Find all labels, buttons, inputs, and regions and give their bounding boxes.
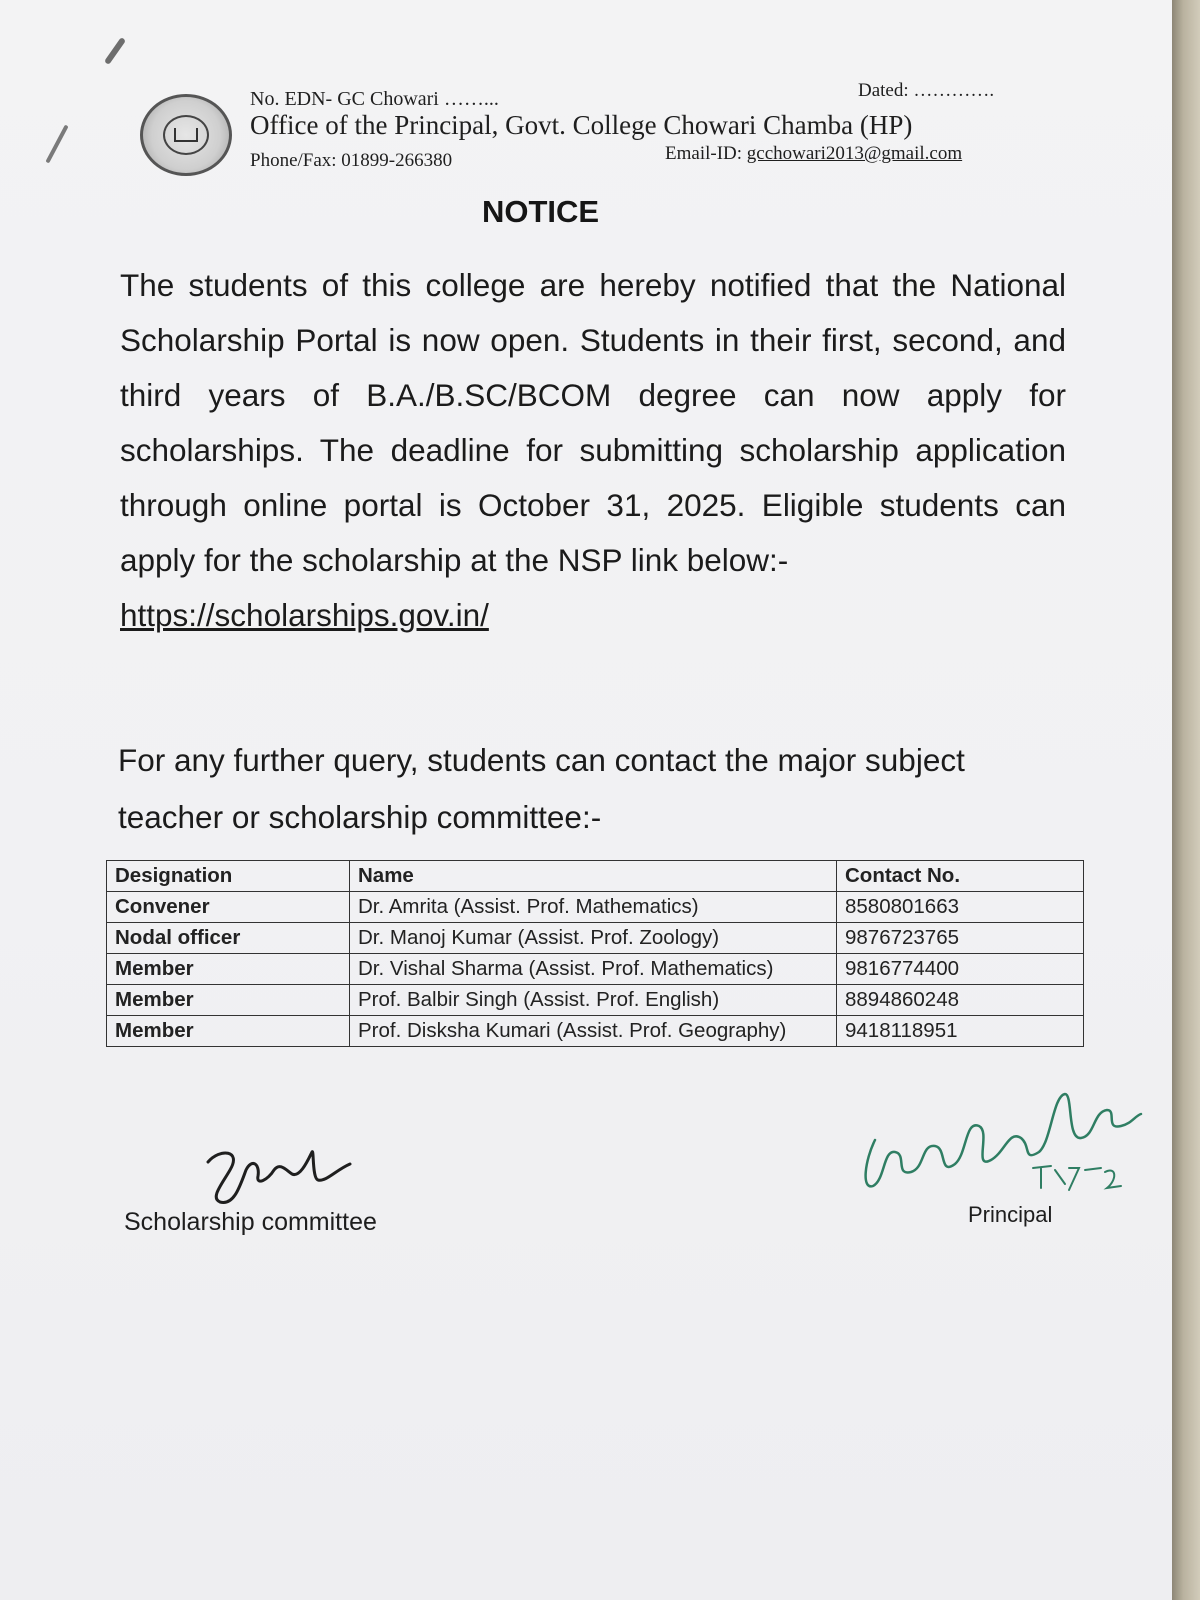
table-row (107, 954, 1084, 985)
table-row (107, 923, 1084, 954)
principal-label: Principal (968, 1202, 1053, 1227)
header-contact: Contact No. (837, 861, 1084, 892)
committee-table (106, 860, 1084, 1047)
row-designation: Convener (107, 892, 350, 923)
row-contact: 9418118951 (837, 1016, 1084, 1047)
notice-body-text: The students of this college are hereby notified that the National Scholarship Portal is now open. Students in their first, second, and third years of B.A./B.SC/BCOM degree can now apply for scholarships. The deadline for submitting scholarship application through online portal is October 31, 2025. Eligible students can apply for the scholarship at the NSP link below:- (120, 267, 1066, 578)
email-line (665, 143, 962, 165)
seal-emblem-icon (163, 115, 209, 155)
table-row (107, 985, 1084, 1016)
committee-label: Scholarship committee (124, 1208, 377, 1236)
desk-edge (1172, 0, 1200, 1600)
row-contact: 9876723765 (837, 923, 1084, 954)
nsp-link[interactable]: https://scholarships.gov.in/ (120, 597, 489, 633)
row-name: Prof. Disksha Kumari (Assist. Prof. Geography) (350, 1016, 837, 1047)
page-title: NOTICE (482, 194, 600, 229)
row-designation: Member (107, 985, 350, 1016)
pencil-mark-icon (45, 125, 68, 164)
reference-number: No. EDN- GC Chowari ……... (250, 88, 499, 110)
email-label: Email-ID: (665, 143, 743, 164)
table-row (107, 892, 1084, 923)
row-designation: Member (107, 954, 350, 985)
row-designation: Nodal officer (107, 923, 350, 954)
book-icon (174, 128, 198, 142)
notice-body (120, 258, 1066, 643)
college-seal-logo (140, 94, 232, 176)
header-designation: Designation (107, 861, 350, 892)
office-title: Office of the Principal, Govt. College Chowari Chamba (HP) (250, 110, 913, 140)
row-contact: 9816774400 (837, 954, 1084, 985)
email-address[interactable]: gcchowari2013@gmail.com (746, 143, 963, 164)
row-name: Dr. Manoj Kumar (Assist. Prof. Zoology) (350, 923, 837, 954)
row-name: Prof. Balbir Singh (Assist. Prof. English) (350, 985, 837, 1016)
phone-fax: Phone/Fax: 01899-266380 (250, 150, 453, 171)
row-contact: 8894860248 (837, 985, 1084, 1016)
row-name: Dr. Vishal Sharma (Assist. Prof. Mathematics) (350, 954, 837, 985)
query-text: For any further query, students can contact the major subject teacher or scholarship committee:- (118, 742, 965, 835)
dated-field: Dated: …………. (858, 80, 995, 101)
row-designation: Member (107, 1016, 350, 1047)
row-contact: 8580801663 (837, 892, 1084, 923)
header-name: Name (350, 861, 837, 892)
principal-signature (855, 1080, 1155, 1200)
table-row (107, 1016, 1084, 1047)
staple-pin-icon (104, 37, 126, 65)
row-name: Dr. Amrita (Assist. Prof. Mathematics) (350, 892, 837, 923)
table-header-row (107, 861, 1084, 892)
committee-signature (200, 1140, 360, 1210)
